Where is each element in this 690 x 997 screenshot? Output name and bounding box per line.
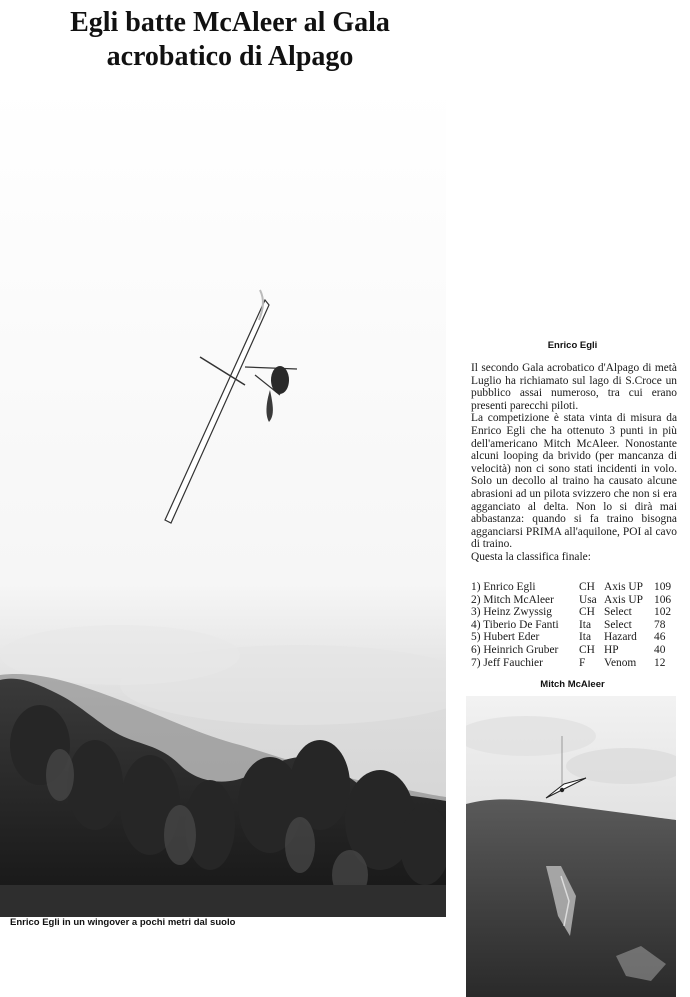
article-paragraph-2: La competizione è stata vinta di misura da Enrico Egli che ha ottenuto 3 punti in più dell'americano Mitch McAleer. Nonostante alcuni looping da brivido (per mancanza di velocità) non ci sono stati incidenti in volo. Solo un decollo al traino ha causato alcune abrasioni ad un pilota svizzero che non si era agganciato al delta. Non lo si dirà mai abbastanza: quando si fa traino bisogna agganciarsi PRIMA all'aquilone, POI al cavo di traino. xyxy=(471,412,677,551)
pilot-name: 1) Enrico Egli xyxy=(471,581,536,593)
pilot-glider: Hazard xyxy=(604,631,637,644)
results-row xyxy=(471,657,677,670)
pilot-points: 46 xyxy=(654,631,666,644)
results-intro: Questa la classifica finale: xyxy=(471,550,591,563)
results-table xyxy=(471,581,677,669)
results-row xyxy=(471,581,677,594)
small-photo-glider-over-mountain xyxy=(466,696,676,997)
pilot-nation: F xyxy=(579,656,586,669)
title-line-2: acrobatico di Alpago xyxy=(106,41,354,72)
pilot-name: 7) Jeff Fauchier xyxy=(471,656,543,669)
pilot-name: 4) Tiberio De Fanti xyxy=(471,618,559,631)
pilot-glider: Axis UP xyxy=(604,581,643,593)
pilot-nation: CH xyxy=(579,606,595,619)
pilot-nation: CH xyxy=(579,643,595,656)
pilot-points: 109 xyxy=(654,581,672,593)
pilot-nation: Ita xyxy=(579,618,592,631)
results-row xyxy=(471,631,677,644)
pilot-nation: CH xyxy=(579,581,595,593)
pilot-name: 2) Mitch McAleer xyxy=(471,593,554,606)
article-paragraph-1: Il secondo Gala acrobatico d'Alpago di metà Luglio ha richiamato sul lago di S.Croce un pubblico assai numeroso, tra cui erano presenti parecchi piloti. xyxy=(471,362,677,412)
title-line-1: Egli batte McAleer al Gala xyxy=(70,7,390,38)
pilot-name: 3) Heinz Zwyssig xyxy=(471,606,552,619)
pilot-glider: HP xyxy=(604,643,619,656)
pilot-nation: Usa xyxy=(579,593,597,606)
pilot-glider: Select xyxy=(604,618,632,631)
sidebar-heading-mitch-mcaleer: Mitch McAleer xyxy=(540,679,605,690)
pilot-points: 12 xyxy=(654,656,666,669)
article-title xyxy=(0,6,460,74)
pilot-glider: Axis UP xyxy=(604,593,643,606)
pilot-points: 40 xyxy=(654,643,666,656)
pilot-points: 106 xyxy=(654,593,672,606)
results-row xyxy=(471,619,677,632)
pilot-glider: Select xyxy=(604,606,632,619)
pilot-points: 102 xyxy=(654,606,672,619)
results-row xyxy=(471,594,677,607)
main-photo-caption: Enrico Egli in un wingover a pochi metri dal suolo xyxy=(10,917,236,928)
results-row xyxy=(471,606,677,619)
pilot-name: 5) Hubert Eder xyxy=(471,631,540,644)
pilot-points: 78 xyxy=(654,618,666,631)
pilot-nation: Ita xyxy=(579,631,592,644)
sidebar-heading-enrico-egli: Enrico Egli xyxy=(547,340,598,351)
article-body xyxy=(471,362,677,564)
pilot-name: 6) Heinrich Gruber xyxy=(471,643,559,656)
main-photo-hang-glider-wingover xyxy=(0,85,446,917)
pilot-glider: Venom xyxy=(604,656,637,669)
results-row xyxy=(471,644,677,657)
